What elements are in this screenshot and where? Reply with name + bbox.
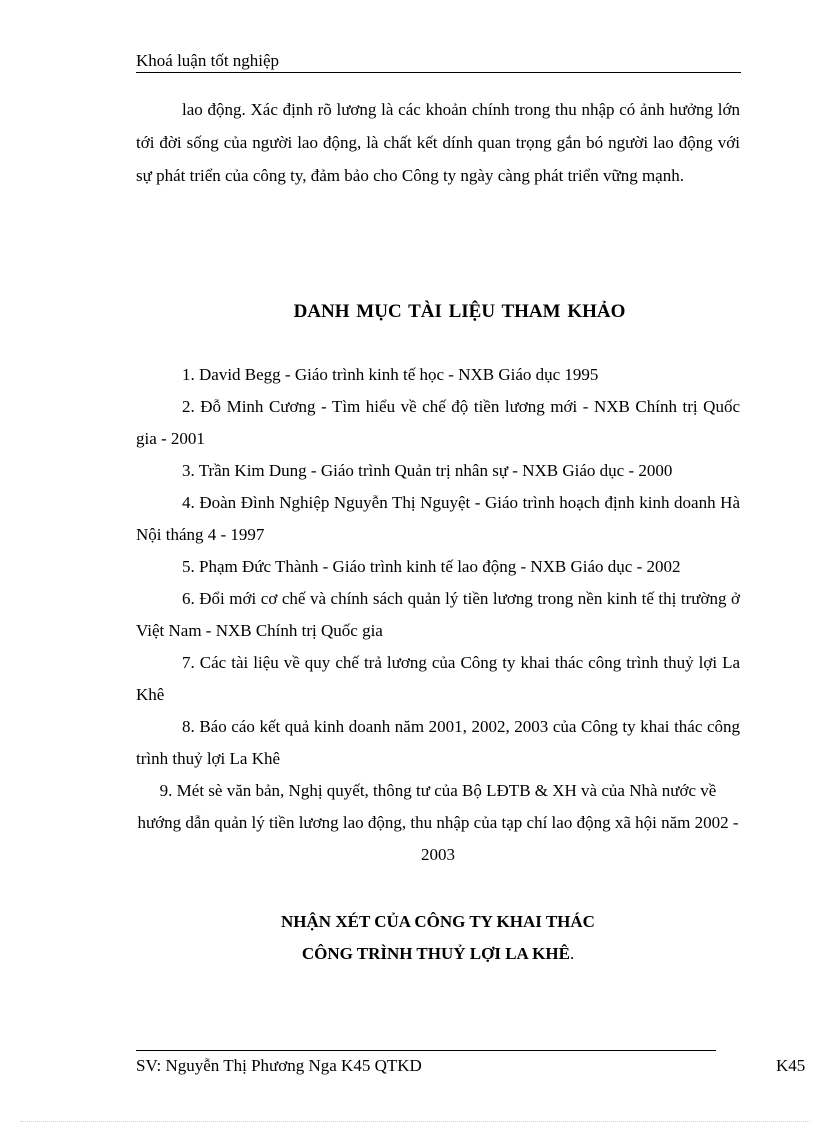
references-heading: DANH MỤC TÀI LIỆU THAM KHẢO — [293, 301, 626, 322]
reference-item-1: 1. David Begg - Giáo trình kinh tế học - NXB Giáo dục 1995 — [182, 365, 599, 384]
reference-item-2: 2. Đỗ Minh Cương - Tìm hiểu về chế độ tiền lương mới - NXB Chính trị Quốc gia - 2001 — [136, 397, 740, 448]
reference-item-6: 6. Đổi mới cơ chế và chính sách quản lý tiền lương trong nền kinh tế thị trường ở Việt Nam - NXB Chính trị Quốc gia — [136, 589, 740, 640]
footer-page-label: K45 — [776, 1056, 806, 1075]
reference-item-5: 5. Phạm Đức Thành - Giáo trình kinh tế lao động - NXB Giáo dục - 2002 — [182, 557, 681, 576]
reference-item-4: 4. Đoàn Đình Nghiệp Nguyễn Thị Nguyệt - Giáo trình hoạch định kinh doanh Hà Nội tháng 4 - 1997 — [136, 493, 740, 544]
company-comment-line-1: NHẬN XÉT CỦA CÔNG TY KHAI THÁC — [281, 912, 595, 931]
page-header-title: Khoá luận tốt nghiệp — [136, 51, 280, 70]
reference-item-8: 8. Báo cáo kết quả kinh doanh năm 2001, 2002, 2003 của Công ty khai thác công trình thuỷ lợi La Khê — [136, 717, 740, 768]
reference-item-9: 9. Mét sè văn bản, Nghị quyết, thông tư của Bộ LĐTB & XH và của Nhà nước về hướng dẫn quản lý tiền lương lao động, thu nhập của tạp chí lao động xã hội năm 2002 - 2003 — [137, 781, 739, 864]
reference-item-3: 3. Trần Kim Dung - Giáo trình Quản trị nhân sự - NXB Giáo dục - 2000 — [182, 461, 673, 480]
references-list — [136, 359, 740, 871]
footer-author: SV: Nguyễn Thị Phương Nga K45 QTKD — [136, 1056, 422, 1075]
company-comment-line-2-text: CÔNG TRÌNH THUỶ LỢI LA KHÊ — [301, 944, 570, 963]
header-divider — [136, 72, 741, 73]
company-comment-line-2 — [136, 938, 740, 970]
intro-paragraph: lao động. Xác định rõ lương là các khoản chính trong thu nhập có ảnh hưởng lớn tới đời sống của người lao động, là chất kết dính quan trọng gắn bó người lao động với sự phát triển của công ty, đảm bảo cho Công ty ngày càng phát triển vững mạnh. — [136, 100, 740, 185]
reference-item-7: 7. Các tài liệu về quy chế trả lương của Công ty khai thác công trình thuỷ lợi La Khê — [136, 653, 740, 704]
company-comment-heading — [136, 906, 740, 970]
company-comment-period: . — [569, 944, 575, 963]
page-bottom-border — [20, 1121, 810, 1122]
footer-divider — [136, 1050, 716, 1051]
